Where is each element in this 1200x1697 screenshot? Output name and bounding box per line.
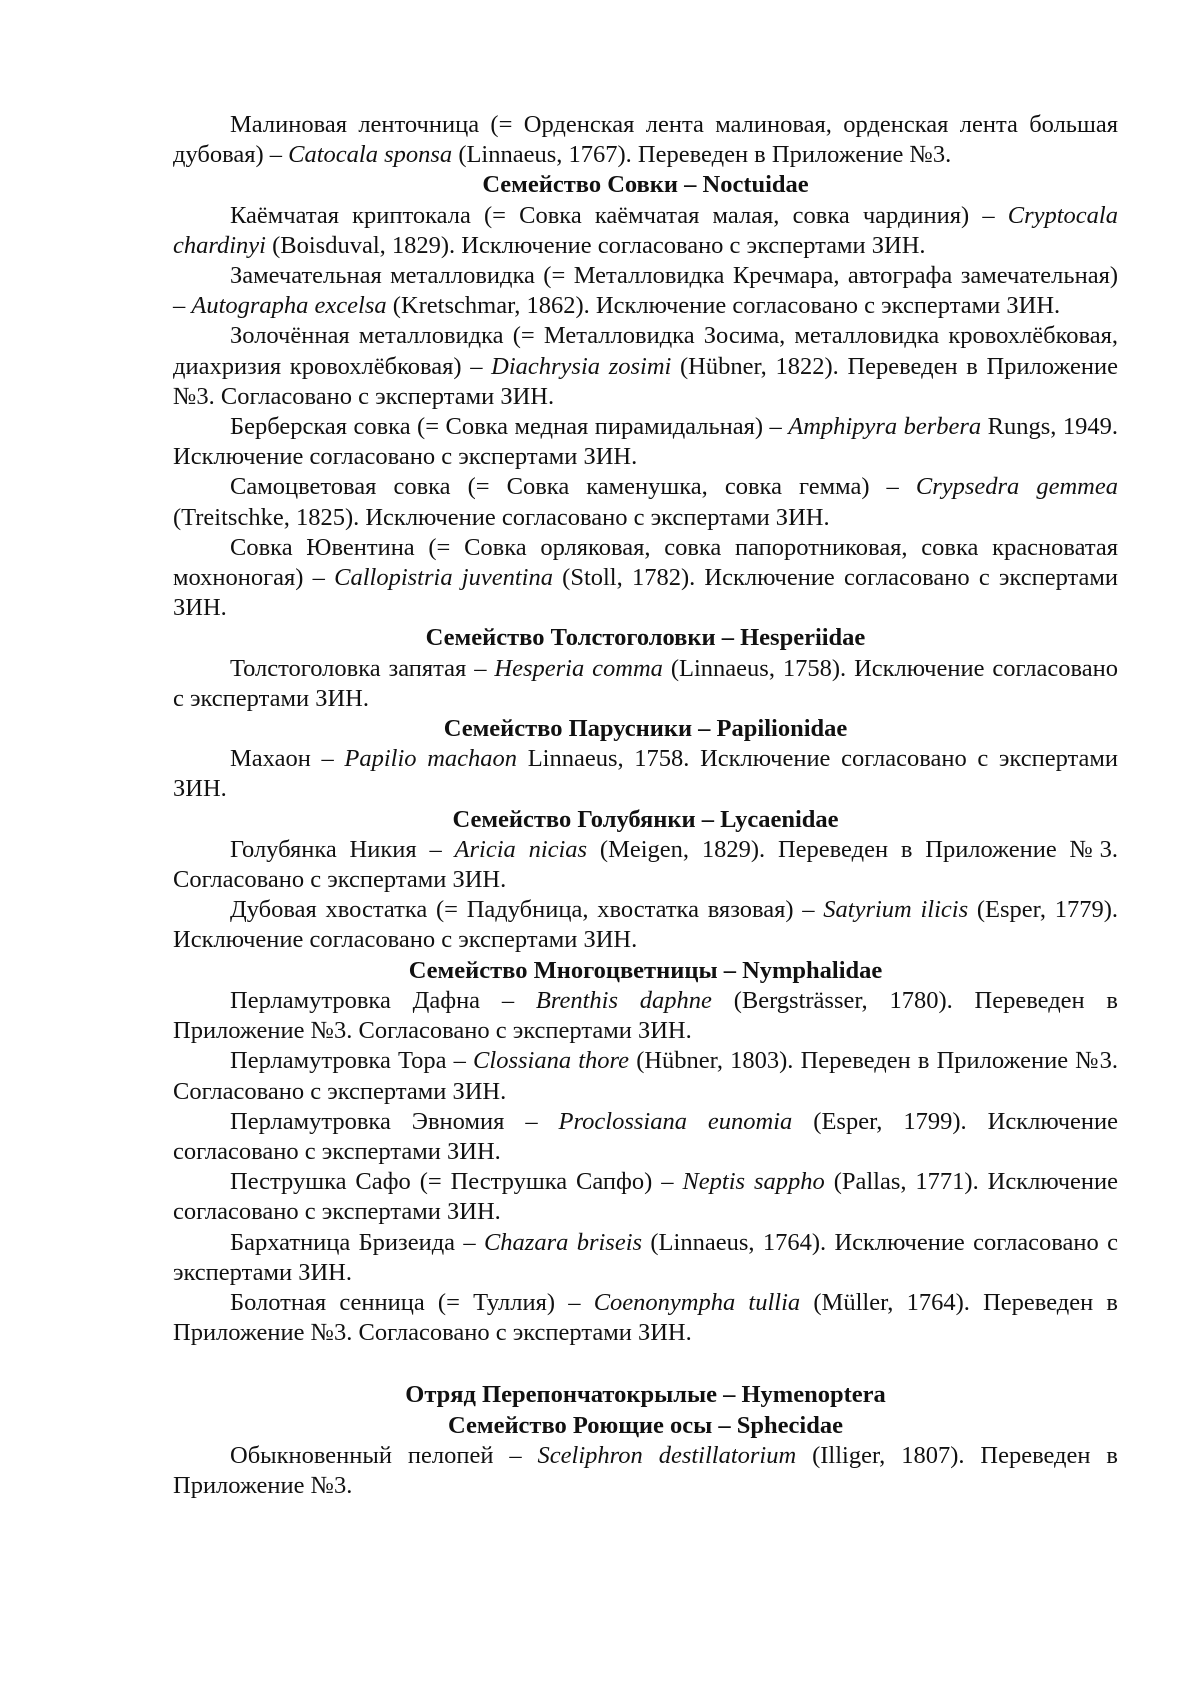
common-name: Перламутровка Тора – — [230, 1047, 474, 1075]
latin-name: Catocala sponsa — [288, 141, 453, 169]
entry-remark: (Pallas, 1771). Исключение согласовано с экспертами ЗИН. — [173, 1168, 1118, 1226]
common-name: Каёмчатая криптокала (= Совка каёмчатая малая, совка чардиния) – — [230, 201, 1008, 229]
family-heading: Семейство Толстоголовки – Hesperiidae — [425, 624, 866, 652]
species-entry — [173, 472, 1118, 532]
common-name: Золочённая металловидка (= Металловидка Зосима, металловидка кровохлёбковая, диахризия кровохлёбковая) – — [173, 322, 1118, 380]
family-heading: Семейство Роющие осы – Sphecidae — [448, 1411, 843, 1439]
common-name: Бархатница Бризеида – — [230, 1228, 484, 1256]
latin-name: Autographa excelsa — [191, 292, 387, 320]
species-entry — [173, 1167, 1118, 1227]
latin-name: Cryptocala chardinyi — [173, 201, 1118, 259]
species-entry — [173, 895, 1118, 955]
species-entry — [173, 1107, 1118, 1167]
common-name: Болотная сенница (= Туллия) – — [230, 1288, 594, 1316]
latin-name: Satyrium ilicis — [823, 896, 969, 924]
common-name: Махаон – — [230, 745, 345, 773]
entry-remark: Rungs, 1949. Исключение согласовано с экспертами ЗИН. — [173, 413, 1118, 471]
entry-remark: (Hübner, 1803). Переведен в Приложение №3. Согласовано с экспертами ЗИН. — [173, 1047, 1119, 1105]
species-entry — [173, 412, 1118, 472]
latin-name: Chazara briseis — [483, 1228, 643, 1256]
entry-remark: (Esper, 1779). Исключение согласовано с экспертами ЗИН. — [173, 896, 1119, 954]
entry-remark: (Kretschmar, 1862). Исключение согласовано с экспертами ЗИН. — [386, 292, 1061, 320]
latin-name: Amphipyra berbera — [788, 413, 982, 441]
latin-name: Diachrysia zosimi — [491, 352, 672, 380]
species-entry — [173, 1441, 1118, 1501]
common-name: Голубянка Никия – — [230, 835, 455, 863]
entry-remark: (Illiger, 1807). Переведен в Приложение №3. — [173, 1441, 1118, 1499]
common-name: Перламутровка Дафна – — [230, 986, 536, 1014]
entry-remark: (Treitschke, 1825). Исключение согласовано с экспертами ЗИН. — [173, 503, 830, 531]
species-entry — [173, 110, 1118, 170]
entry-remark: (Boisduval, 1829). Исключение согласовано с экспертами ЗИН. — [266, 231, 926, 259]
entry-remark: (Linnaeus, 1764). Исключение согласовано с экспертами ЗИН. — [173, 1228, 1118, 1286]
common-name: Толстоголовка запятая – — [230, 654, 495, 682]
species-entry — [173, 654, 1118, 714]
entry-remark: (Hübner, 1822). Переведен в Приложение №3. Согласовано с экспертами ЗИН. — [173, 352, 1118, 410]
species-entry — [173, 1288, 1118, 1348]
species-entry — [173, 321, 1118, 412]
entry-remark: (Stoll, 1782). Исключение согласовано с экспертами ЗИН. — [173, 564, 1118, 622]
common-name: Обыкновенный пелопей – — [230, 1441, 538, 1469]
entry-remark: (Müller, 1764). Переведен в Приложение №3. Согласовано с экспертами ЗИН. — [173, 1288, 1118, 1347]
common-name: Пеструшка Сафо (= Пеструшка Сапфо) – — [230, 1168, 683, 1196]
entry-remark: (Linnaeus, 1767). Переведен в Приложение №3. — [452, 141, 952, 169]
entry-remark: (Meigen, 1829). Переведен в Приложение №3. Согласовано с экспертами ЗИН. — [173, 835, 1118, 894]
species-entry — [173, 261, 1118, 321]
common-name: Малиновая ленточница (= Орденская лента малиновая, орденская лента большая дубовая) – — [173, 111, 1118, 169]
common-name: Берберская совка (= Совка медная пирамидальная) – — [230, 413, 789, 441]
latin-name: Sceliphron destillatorium — [537, 1441, 797, 1469]
latin-name: Coenonympha tullia — [593, 1288, 801, 1316]
family-heading: Семейство Совки – Noctuidae — [482, 171, 809, 199]
species-entry — [173, 835, 1118, 895]
order-heading: Отряд Перепончатокрылые – Hymenoptera — [405, 1381, 886, 1409]
document-page — [173, 110, 1118, 1501]
latin-name: Brenthis daphne — [535, 986, 712, 1014]
common-name: Перламутровка Эвномия – — [230, 1107, 559, 1135]
latin-name: Aricia nicias — [454, 835, 588, 863]
common-name: Совка Ювентина (= Совка орляковая, совка папоротниковая, совка красноватая мохноногая) – — [173, 533, 1118, 592]
entry-remark: Linnaeus, 1758. Исключение согласовано с экспертами ЗИН. — [173, 745, 1119, 803]
family-heading: Семейство Парусники – Papilionidae — [443, 715, 848, 743]
entry-remark: (Bergsträsser, 1780). Переведен в Приложение №3. Согласовано с экспертами ЗИН. — [173, 986, 1118, 1045]
common-name: Замечательная металловидка (= Металловидка Кречмара, автографа замечательная) – — [173, 262, 1118, 320]
latin-name: Proclossiana eunomia — [558, 1107, 793, 1135]
latin-name: Neptis sappho — [682, 1168, 825, 1196]
family-heading: Семейство Голубянки – Lycaenidae — [452, 805, 839, 833]
species-entry — [173, 201, 1118, 261]
latin-name: Callopistria juventina — [334, 564, 553, 592]
species-entry — [173, 1046, 1118, 1106]
latin-name: Clossiana thore — [473, 1047, 630, 1075]
species-entry — [173, 1228, 1118, 1288]
species-entry — [173, 533, 1118, 624]
common-name: Дубовая хвостатка (= Падубница, хвостатка вязовая) – — [230, 896, 824, 924]
entry-remark: (Esper, 1799). Исключение согласовано с экспертами ЗИН. — [173, 1107, 1118, 1165]
latin-name: Hesperia comma — [494, 654, 663, 682]
common-name: Самоцветовая совка (= Совка каменушка, совка гемма) – — [230, 473, 916, 501]
species-entry — [173, 744, 1118, 804]
family-heading: Семейство Многоцветницы – Nymphalidae — [408, 956, 883, 984]
species-entry — [173, 986, 1118, 1046]
entry-remark: (Linnaeus, 1758). Исключение согласовано с экспертами ЗИН. — [173, 654, 1118, 712]
latin-name: Crypsedra gemmea — [915, 473, 1118, 501]
latin-name: Papilio machaon — [344, 745, 518, 773]
